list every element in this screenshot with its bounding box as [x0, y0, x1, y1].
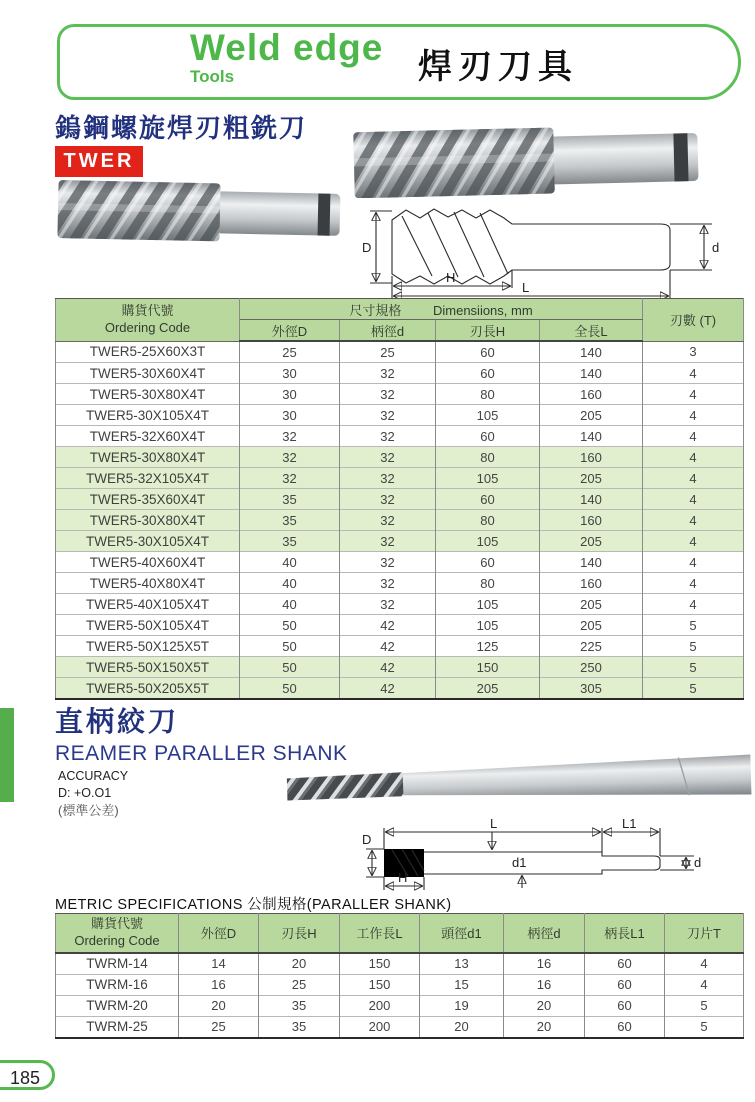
- table-cell: 16: [504, 953, 585, 975]
- table-cell: 60: [585, 953, 665, 975]
- table-cell: 80: [436, 510, 540, 531]
- table-cell: TWER5-32X105X4T: [56, 468, 240, 489]
- table-cell: 42: [340, 636, 436, 657]
- table-cell: 105: [436, 531, 540, 552]
- table-cell: TWER5-30X105X4T: [56, 531, 240, 552]
- table-row: [56, 426, 744, 447]
- header-banner: [57, 24, 741, 100]
- table-row: [56, 384, 744, 405]
- table-cell: TWRM-14: [56, 953, 179, 975]
- table-row: [56, 995, 744, 1016]
- col-header-ordering-code-en: Ordering Code: [104, 319, 191, 335]
- table-cell: TWER5-32X60X4T: [56, 426, 240, 447]
- dim-label-D: D: [362, 240, 372, 255]
- table-cell: 4: [643, 552, 744, 573]
- col-header-blades: 刀片T: [665, 914, 744, 953]
- table-row: [56, 953, 744, 975]
- table-cell: 305: [540, 678, 643, 700]
- section-reamer-title-en: REAMER PARALLER SHANK: [55, 742, 348, 765]
- dim-label-L: L: [490, 816, 498, 831]
- col-header-ordering-code: [56, 299, 240, 342]
- dim-label-d: d: [712, 240, 720, 255]
- table-cell: 4: [665, 953, 744, 975]
- reamer-dimension-diagram: [362, 816, 750, 894]
- table-cell: 32: [340, 447, 436, 468]
- table-cell: 60: [585, 1016, 665, 1038]
- table-cell: 30: [240, 405, 340, 426]
- table-cell: 35: [240, 510, 340, 531]
- table-cell: 60: [436, 489, 540, 510]
- table-cell: 250: [540, 657, 643, 678]
- table-cell: 60: [585, 974, 665, 995]
- table-cell: 105: [436, 594, 540, 615]
- table-cell: 200: [340, 1016, 420, 1038]
- dim-label-d: d: [694, 855, 702, 870]
- table-cell: TWRM-16: [56, 974, 179, 995]
- table-cell: 42: [340, 615, 436, 636]
- series-badge-twer: TWER: [55, 146, 143, 177]
- brand-block: [190, 29, 383, 85]
- table-cell: 4: [643, 384, 744, 405]
- table-row: [56, 510, 744, 531]
- dim-label-d1: d1: [512, 855, 527, 870]
- table-cell: 150: [340, 953, 420, 975]
- table-cell: 60: [436, 363, 540, 384]
- table-cell: 60: [585, 995, 665, 1016]
- accuracy-line1: ACCURACY: [58, 769, 129, 783]
- accuracy-line2: D: +O.O1: [58, 785, 112, 800]
- table-cell: 20: [504, 1016, 585, 1038]
- table-cell: TWER5-40X60X4T: [56, 552, 240, 573]
- table-cell: 4: [643, 468, 744, 489]
- col-header-flute-length: 刃長H: [436, 320, 540, 342]
- col-header-overall-length: 全長L: [540, 320, 643, 342]
- brand-title: Weld edge: [190, 27, 384, 68]
- table-cell: 80: [436, 384, 540, 405]
- table-row: [56, 552, 744, 573]
- table-cell: 105: [436, 468, 540, 489]
- table-row: [56, 531, 744, 552]
- table-cell: 42: [340, 657, 436, 678]
- table-cell: 35: [259, 995, 340, 1016]
- col-header-flute-length: 刃長H: [259, 914, 340, 953]
- table-cell: 4: [643, 447, 744, 468]
- table-cell: TWER5-50X105X4T: [56, 615, 240, 636]
- table-cell: 16: [504, 974, 585, 995]
- table-cell: 16: [179, 974, 259, 995]
- table-row: [56, 341, 744, 363]
- table-cell: 4: [643, 426, 744, 447]
- section-reamer-title-zh: 直柄絞刀: [55, 706, 180, 737]
- table-cell: 32: [340, 405, 436, 426]
- table-cell: 200: [340, 995, 420, 1016]
- endmill-photo-small: [56, 180, 346, 244]
- col-header-ordering-code: [56, 914, 179, 953]
- table-cell: 205: [540, 531, 643, 552]
- table-cell: 25: [340, 341, 436, 363]
- dim-label-H: H: [398, 870, 408, 885]
- table-row: [56, 405, 744, 426]
- table-cell: 35: [259, 1016, 340, 1038]
- table-cell: 140: [540, 426, 643, 447]
- table-cell: 160: [540, 573, 643, 594]
- table-cell: TWER5-30X80X4T: [56, 384, 240, 405]
- table-cell: 32: [340, 573, 436, 594]
- col-header-shank-dia: 柄徑d: [504, 914, 585, 953]
- table-row: [56, 573, 744, 594]
- table-cell: 5: [643, 636, 744, 657]
- page-number-pill: [0, 1060, 55, 1090]
- dim-label-L: L: [522, 280, 530, 295]
- page-title-chinese: 焊刃刀具: [418, 48, 578, 86]
- table-cell: 4: [643, 594, 744, 615]
- table-cell: 140: [540, 363, 643, 384]
- table-row: [56, 974, 744, 995]
- table-cell: 32: [340, 594, 436, 615]
- table-row: [56, 363, 744, 384]
- table-row: [56, 447, 744, 468]
- table-cell: 32: [340, 384, 436, 405]
- table-cell: 40: [240, 552, 340, 573]
- table-cell: 4: [643, 531, 744, 552]
- table-cell: 105: [436, 615, 540, 636]
- table-cell: 25: [259, 974, 340, 995]
- table-row: [56, 489, 744, 510]
- table-cell: 160: [540, 447, 643, 468]
- table-cell: 140: [540, 341, 643, 363]
- table-cell: 5: [643, 657, 744, 678]
- table-cell: 160: [540, 510, 643, 531]
- table-cell: 32: [340, 468, 436, 489]
- section-milling-title: 鎢鋼螺旋焊刃粗銑刀: [55, 113, 308, 143]
- table-cell: 32: [240, 447, 340, 468]
- table-cell: 40: [240, 573, 340, 594]
- table-cell: TWER5-50X150X5T: [56, 657, 240, 678]
- col-header-head-dia: 頭徑d1: [420, 914, 504, 953]
- table-cell: 5: [643, 615, 744, 636]
- table-cell: 20: [179, 995, 259, 1016]
- table-cell: 32: [340, 489, 436, 510]
- table-row: [56, 657, 744, 678]
- table-cell: 60: [436, 341, 540, 363]
- table-cell: 4: [643, 489, 744, 510]
- table-cell: 4: [643, 573, 744, 594]
- table-cell: 50: [240, 657, 340, 678]
- table-cell: 140: [540, 552, 643, 573]
- table-cell: TWER5-25X60X3T: [56, 341, 240, 363]
- table-cell: TWER5-35X60X4T: [56, 489, 240, 510]
- table-cell: 32: [340, 552, 436, 573]
- table-cell: 50: [240, 615, 340, 636]
- table-cell: 225: [540, 636, 643, 657]
- metric-spec-title: METRIC SPECIFICATIONS 公制規格(PARALLER SHANK): [55, 897, 452, 913]
- dim-label-H: H: [446, 270, 456, 285]
- table-cell: 105: [436, 405, 540, 426]
- table-cell: 205: [540, 468, 643, 489]
- endmill-dimension-diagram: [362, 196, 750, 298]
- table-cell: 5: [665, 1016, 744, 1038]
- table-row: [56, 1016, 744, 1038]
- table-cell: 32: [340, 510, 436, 531]
- col-header-ordering-code-zh: 購貨代號: [121, 302, 174, 318]
- table-cell: 19: [420, 995, 504, 1016]
- col-header-outer-dia: 外徑D: [179, 914, 259, 953]
- table-cell: 4: [643, 405, 744, 426]
- table-cell: 4: [665, 974, 744, 995]
- table-cell: TWRM-20: [56, 995, 179, 1016]
- table-cell: 20: [420, 1016, 504, 1038]
- reamer-photo: [283, 748, 755, 814]
- table-cell: TWER5-30X80X4T: [56, 447, 240, 468]
- table-cell: 35: [240, 531, 340, 552]
- table-cell: 40: [240, 594, 340, 615]
- table-cell: TWER5-40X80X4T: [56, 573, 240, 594]
- table-cell: 60: [436, 552, 540, 573]
- table-cell: 50: [240, 678, 340, 700]
- col-header-dims-en: Dimensiions, mm: [432, 302, 533, 318]
- twrm-spec-table: [55, 913, 744, 1039]
- table-cell: 30: [240, 363, 340, 384]
- col-header-ordering-code-zh: 購貨代號: [90, 916, 143, 931]
- table-cell: 5: [643, 678, 744, 700]
- accuracy-note: [58, 768, 128, 819]
- table-cell: 50: [240, 636, 340, 657]
- table-cell: 32: [240, 426, 340, 447]
- table-cell: 150: [340, 974, 420, 995]
- table-cell: 4: [643, 510, 744, 531]
- table-cell: 160: [540, 384, 643, 405]
- table-cell: 25: [240, 341, 340, 363]
- table-row: [56, 678, 744, 700]
- table-cell: TWRM-25: [56, 1016, 179, 1038]
- dim-label-L1: L1: [622, 816, 637, 831]
- table-cell: 35: [240, 489, 340, 510]
- col-header-outer-dia: 外徑D: [240, 320, 340, 342]
- table-row: [56, 615, 744, 636]
- table-cell: 80: [436, 447, 540, 468]
- col-header-working-length: 工作長L: [340, 914, 420, 953]
- table-cell: 205: [540, 615, 643, 636]
- col-header-shank-dia: 柄徑d: [340, 320, 436, 342]
- twer-spec-table: [55, 298, 744, 700]
- col-header-dims-zh: 尺寸規格: [349, 302, 402, 318]
- table-cell: TWER5-30X80X4T: [56, 510, 240, 531]
- table-cell: 20: [504, 995, 585, 1016]
- table-row: [56, 468, 744, 489]
- table-cell: 14: [179, 953, 259, 975]
- table-cell: 32: [240, 468, 340, 489]
- table-cell: 32: [340, 363, 436, 384]
- col-header-shank-length: 柄長L1: [585, 914, 665, 953]
- page-number: 185: [9, 1068, 40, 1088]
- table-cell: 60: [436, 426, 540, 447]
- table-cell: 32: [340, 531, 436, 552]
- table-cell: TWER5-30X105X4T: [56, 405, 240, 426]
- accuracy-line3: (標準公差): [58, 802, 119, 818]
- table-cell: 3: [643, 341, 744, 363]
- brand-subtitle: Tools: [190, 67, 235, 86]
- table-cell: 42: [340, 678, 436, 700]
- table-cell: 205: [540, 594, 643, 615]
- table-cell: 15: [420, 974, 504, 995]
- table-cell: 205: [540, 405, 643, 426]
- table-cell: TWER5-50X125X5T: [56, 636, 240, 657]
- table-cell: 20: [259, 953, 340, 975]
- table-cell: 125: [436, 636, 540, 657]
- table-cell: 5: [665, 995, 744, 1016]
- table-cell: 30: [240, 384, 340, 405]
- table-row: [56, 594, 744, 615]
- table-cell: 205: [436, 678, 540, 700]
- left-edge-green-bar: [0, 708, 14, 802]
- table-cell: 32: [340, 426, 436, 447]
- col-header-ordering-code-en: Ordering Code: [74, 932, 160, 948]
- table-cell: 25: [179, 1016, 259, 1038]
- table-cell: 4: [643, 363, 744, 384]
- endmill-photo-large: [352, 124, 712, 198]
- dim-label-D: D: [362, 832, 372, 847]
- table-row: [56, 636, 744, 657]
- table-cell: 13: [420, 953, 504, 975]
- col-header-dimensions-group: [240, 299, 643, 320]
- table-cell: 140: [540, 489, 643, 510]
- table-cell: TWER5-30X60X4T: [56, 363, 240, 384]
- table-cell: TWER5-40X105X4T: [56, 594, 240, 615]
- table-cell: TWER5-50X205X5T: [56, 678, 240, 700]
- col-header-teeth: 刃數 (T): [643, 299, 744, 342]
- table-cell: 150: [436, 657, 540, 678]
- table-cell: 80: [436, 573, 540, 594]
